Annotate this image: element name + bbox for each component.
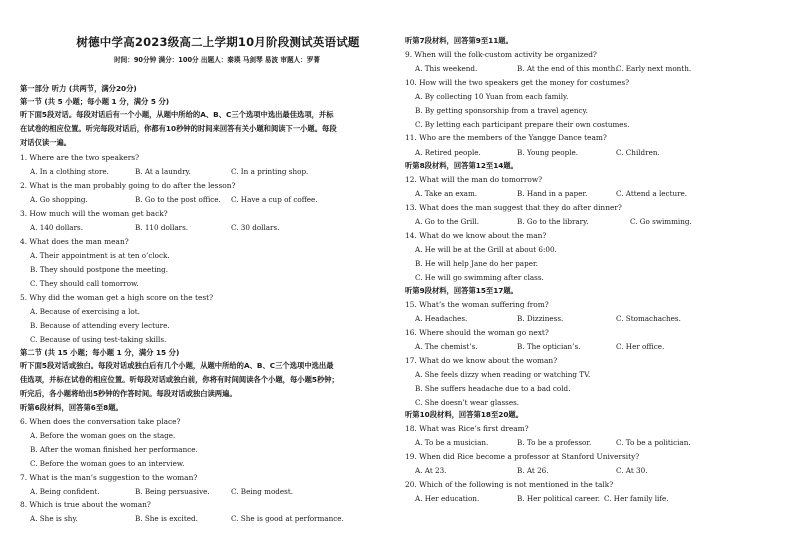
option-a: A. She feels dizzy when reading or watching TV. [415,370,591,379]
option-b: B. Young people. [517,148,579,157]
option-b: B. They should postpone the meeting. [30,265,169,274]
question-stem: 8. Which is true about the woman? [20,500,151,509]
option-c: C. In a printing shop. [231,167,309,176]
option-a: A. To be a musician. [415,438,489,447]
option-c: C. She doesn’t wear glasses. [415,398,520,407]
question-stem: 10. How will the two speakers get the money for costumes? [405,78,630,87]
option-b: B. At a laundry. [135,167,191,176]
option-b: B. After the woman finished her performance. [30,445,198,454]
option-a: A. In a clothing store. [30,167,109,176]
option-a: A. Being confident. [30,487,100,496]
option-a: A. Headaches. [415,314,468,323]
group-heading: 听第9段材料，回答第15至17题。 [405,286,518,295]
option-c: C. 30 dollars. [231,223,280,232]
question-stem: 18. What was Rice’s first dream? [405,424,529,433]
option-c: C. Go swimming. [630,217,692,226]
option-c: C. They should call tomorrow. [30,279,139,288]
option-b: B. Being persuasive. [135,487,210,496]
option-c: C. Her family life. [604,494,669,503]
option-c: C. Have a cup of coffee. [231,195,318,204]
option-b: B. Her political career. [517,494,600,503]
option-c: C. By letting each participant prepare their own costumes. [415,120,630,129]
question-stem: 19. When did Rice become a professor at Stanford University? [405,452,640,461]
question-stem: 5. Why did the woman get a high score on the test? [20,293,214,302]
option-c: C. Because of using test-taking skills. [30,335,167,344]
question-stem: 17. What do we know about the woman? [405,356,558,365]
option-a: A. 140 dollars. [30,223,83,232]
section1-heading: 第一节 (共 5 小题；每小题 1 分，满分 5 分) [20,97,170,106]
question-stem: 15. What’s the woman suffering from? [405,300,549,309]
option-a: A. Go to the Grill. [415,217,480,226]
question-stem: 4. What does the man mean? [20,237,129,246]
group-heading: 听第10段材料，回答第18至20题。 [405,410,524,419]
option-c: C. Attend a lecture. [616,189,688,198]
option-b: B. By getting sponsorship from a travel agency. [415,106,588,115]
option-c: C. She is good at performance. [231,514,344,523]
option-a: A. Retired people. [415,148,481,157]
question-stem: 9. When will the folk-custom activity be organized? [405,50,597,59]
part1-heading: 第一部分 听力 (共两节，满分20分) [20,84,137,93]
option-b: B. He will help Jane do her paper. [415,259,538,268]
option-a: A. Go shopping. [30,195,88,204]
option-b: B. Go to the post office. [135,195,221,204]
section1-instruction-line: 对话仅读一遍。 [20,138,72,147]
option-a: A. The chemist’s. [415,342,478,351]
option-b: B. She suffers headache due to a bad cold. [415,384,571,393]
question-stem: 7. What is the man’s suggestion to the woman? [20,473,198,482]
option-a: A. Her education. [415,494,480,503]
option-a: A. Take an exam. [415,189,478,198]
option-b: B. Because of attending every lecture. [30,321,170,330]
option-c: C. Stomachaches. [616,314,681,323]
group-heading: 听第6段材料，回答第6至8题。 [20,403,123,412]
section1-instruction-line: 在试卷的相应位置。听完每段对话后，你都有10秒钟的时间来回答有关小题和阅读下一小题。每段 [20,124,337,133]
exam-meta: 时间：90分钟 满分：100分 出题人：秦瑛 马剑琴 易波 审题人：罗菁 [114,56,320,64]
option-b: B. At the end of this month. [517,64,618,73]
question-stem: 14. What do we know about the man? [405,231,547,240]
option-c: C. Before the woman goes to an interview. [30,459,185,468]
section2-instruction-line: 听下面5段对话或独白。每段对话或独白后有几个小题，从题中所给的A、B、C三个选项中选出最 [20,361,334,370]
option-a: A. Before the woman goes on the stage. [30,431,176,440]
group-heading: 听第7段材料，回答第9至11题。 [405,36,513,45]
question-stem: 1. Where are the two speakers? [20,153,140,162]
question-stem: 3. How much will the woman get back? [20,209,168,218]
section2-heading: 第二节 (共 15 小题；每小题 1 分，满分 15 分) [20,348,180,357]
option-c: C. At 30. [616,466,648,475]
option-a: A. Their appointment is at ten o’clock. [30,251,170,260]
option-b: B. At 26. [517,466,549,475]
option-c: C. Early next month. [616,64,692,73]
option-b: B. Go to the library. [517,217,589,226]
question-stem: 12. What will the man do tomorrow? [405,175,543,184]
option-b: B. The optician’s. [517,342,581,351]
option-c: C. Children. [616,148,660,157]
option-c: C. He will go swimming after class. [415,273,544,282]
option-b: B. 110 dollars. [135,223,189,232]
option-c: C. To be a politician. [616,438,691,447]
group-heading: 听第8段材料，回答第12至14题。 [405,161,518,170]
question-stem: 11. Who are the members of the Yangge Dance team? [405,133,607,142]
question-stem: 2. What is the man probably going to do after the lesson? [20,181,236,190]
option-b: B. Dizziness. [517,314,564,323]
option-a: A. He will be at the Grill at about 6:00. [415,245,557,254]
question-stem: 16. Where should the woman go next? [405,328,549,337]
option-b: B. She is excited. [135,514,198,523]
option-a: A. At 23. [415,466,447,475]
question-stem: 20. Which of the following is not mentioned in the talk? [405,480,614,489]
option-a: A. Because of exercising a lot. [30,307,140,316]
section2-instruction-line: 听完后，各小题将给出5秒钟的作答时间。每段对话或独白读两遍。 [20,389,237,398]
option-a: A. By collecting 10 Yuan from each family. [415,92,569,101]
option-a: A. She is shy. [30,514,78,523]
section1-instruction-line: 听下面5段对话。每段对话后有一个小题，从题中所给的A、B、C三个选项中选出最佳选项，并标 [20,110,334,119]
question-stem: 6. When does the conversation take place? [20,417,181,426]
page-title: 树德中学高2023级高二上学期10月阶段测试英语试题 [76,35,360,49]
option-a: A. This weekend. [415,64,478,73]
option-c: C. Being modest. [231,487,294,496]
option-c: C. Her office. [616,342,665,351]
section2-instruction-line: 佳选项，并标在试卷的相应位置。听每段对话或独白前，你将有时间阅读各个小题，每小题5秒钟； [20,375,339,384]
option-b: B. Hand in a paper. [517,189,588,198]
option-b: B. To be a professor. [517,438,592,447]
question-stem: 13. What does the man suggest that they do after dinner? [405,203,622,212]
